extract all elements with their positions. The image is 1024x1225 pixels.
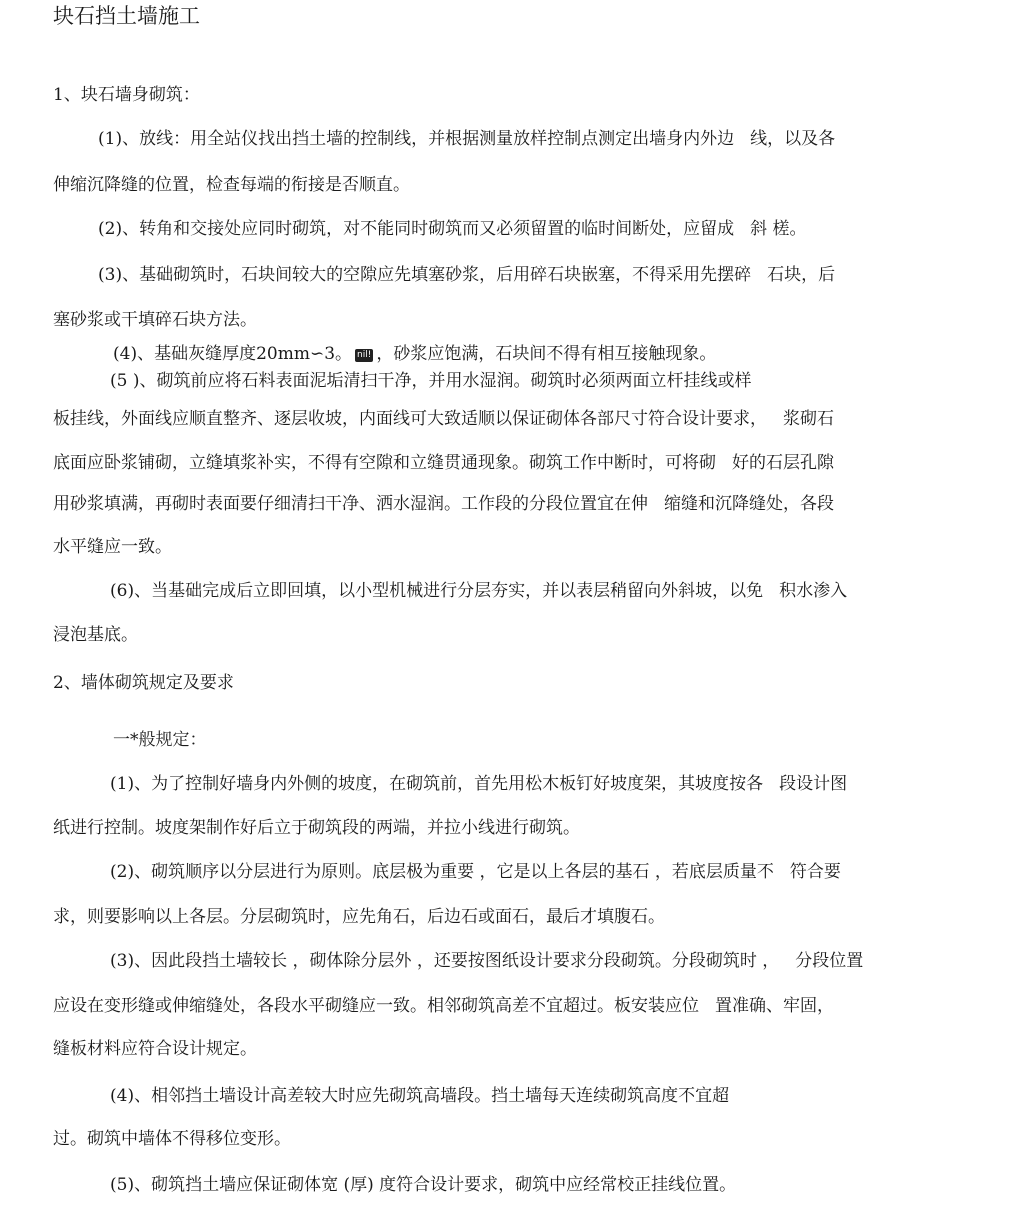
para-5-text-3a: 底面应卧浆铺砌，立缝填浆补实，不得有空隙和立缝贯通现象。砌筑工作中断时，可将砌 [53, 453, 716, 473]
para-6-text-a: (6)、当基础完成后立即回填，以小型机械进行分层夯实，并以表层稍留向外斜坡，以免 [110, 581, 764, 601]
rule-1-line-2: 纸进行控制。坡度架制作好后立于砌筑段的两端，并拉小线进行砌筑。 [53, 818, 580, 838]
para-2-line-1 [98, 218, 807, 240]
rule-3-line-2 [53, 995, 834, 1017]
rule-1-text-a: (1)、为了控制好墙身内外侧的坡度，在砌筑前，首先用松木板钉好坡度架，其坡度按各 [110, 774, 764, 794]
para-5-line-2 [53, 408, 834, 430]
para-4-text-a: (4)、基础灰缝厚度20mm∽3。 [113, 344, 353, 364]
para-4-line-1 [113, 343, 716, 365]
rule-2-text-a: (2)、砌筑顺序以分层进行为原则。底层极为重要 ，它是以上各层的基石 ，若底层质量不 [110, 862, 774, 882]
rule-2-text-b: 符合要 [789, 862, 841, 882]
para-5-text-2a: 板挂线，外面线应顺直整齐、逐层收坡，内面线可大致适顺以保证砌体各部尺寸符合设计要求， [53, 409, 767, 429]
rule-3-line-3: 缝板材料应符合设计规定。 [53, 1039, 257, 1059]
rule-4-line-2: 过。砌筑中墙体不得移位变形。 [53, 1129, 291, 1149]
para-2-text-a: (2)、转角和交接处应同时砌筑，对不能同时砌筑而又必须留置的临时间断处，应留成 [98, 219, 735, 239]
rule-3-text-2b: 置准确、牢固， [715, 996, 834, 1016]
para-6-line-2: 浸泡基底。 [53, 625, 138, 645]
rule-2-line-2: 求，则要影响以上各层。分层砌筑时，应先角石，后边石或面石，最后才填腹石。 [53, 907, 665, 927]
rule-5-line-1: (5)、砌筑挡土墙应保证砌体宽 (厚) 度符合设计要求，砌筑中应经常校正挂线位置。 [110, 1175, 737, 1195]
rule-3-text-2a: 应设在变形缝或伸缩缝处，各段水平砌缝应一致。相邻砌筑高差不宜超过。板安装应位 [53, 996, 699, 1016]
para-1-text-b: 线，以及各 [750, 129, 836, 149]
rule-3-text-b: 分段位置 [795, 951, 864, 971]
para-6-line-1 [110, 580, 847, 602]
para-1-line-2: 伸缩沉降缝的位置，检查每端的衔接是否顺直。 [53, 175, 410, 195]
para-5-line-1: (5 )、砌筑前应将石料表面泥垢清扫干净，并用水湿润。砌筑时必须两面立杆挂线或样 [110, 371, 752, 391]
para-1-line-1 [98, 128, 835, 150]
para-3-line-2: 塞砂浆或干填碎石块方法。 [53, 310, 257, 330]
para-4-text-b: ，砂浆应饱满，石块间不得有相互接触现象。 [376, 344, 717, 364]
para-5-line-4 [53, 493, 834, 515]
section-2-heading: 2、墙体砌筑规定及要求 [53, 673, 234, 693]
para-3-text-a: (3)、基础砌筑时，石块间较大的空隙应先填塞砂浆，后用碎石块嵌塞，不得采用先摆碎 [98, 265, 752, 285]
para-5-text-2b: 浆砌石 [783, 409, 834, 429]
para-5-line-5: 水平缝应一致。 [53, 537, 172, 557]
rule-4-line-1: (4)、相邻挡土墙设计高差较大时应先砌筑高墙段。挡土墙每天连续砌筑高度不宜超 [110, 1086, 730, 1106]
page-title: 块石挡土墙施工 [53, 4, 200, 28]
para-3-text-b: 石块，后 [767, 265, 836, 285]
para-5-text-4a: 用砂浆填满，再砌时表面要仔细清扫干净、洒水湿润。工作段的分段位置宜在伸 [53, 494, 648, 514]
para-5-line-3 [53, 452, 834, 474]
para-5-text-3b: 好的石层孔隙 [732, 453, 834, 473]
rule-3-line-1 [110, 950, 863, 972]
rule-2-line-1 [110, 861, 841, 883]
general-rules-label: 一*般规定： [113, 730, 207, 750]
para-3-line-1 [98, 264, 835, 286]
rule-1-text-b: 段设计图 [779, 774, 848, 794]
section-1-heading: 1、块石墙身砌筑： [53, 85, 200, 105]
rule-1-line-1 [110, 773, 847, 795]
nil-badge-icon: nil! [357, 350, 372, 360]
para-2-text-b: 斜 槎。 [750, 219, 807, 239]
para-1-text-a: (1)、放线：用全站仪找出挡土墙的控制线，并根据测量放样控制点测定出墙身内外边 [98, 129, 735, 149]
rule-3-text-a: (3)、因此段挡土墙较长 ，砌体除分层外 ，还要按图纸设计要求分段砌筑。分段砌筑时 ， [110, 951, 780, 971]
para-5-text-4b: 缩缝和沉降缝处，各段 [664, 494, 834, 514]
para-6-text-b: 积水渗入 [779, 581, 848, 601]
